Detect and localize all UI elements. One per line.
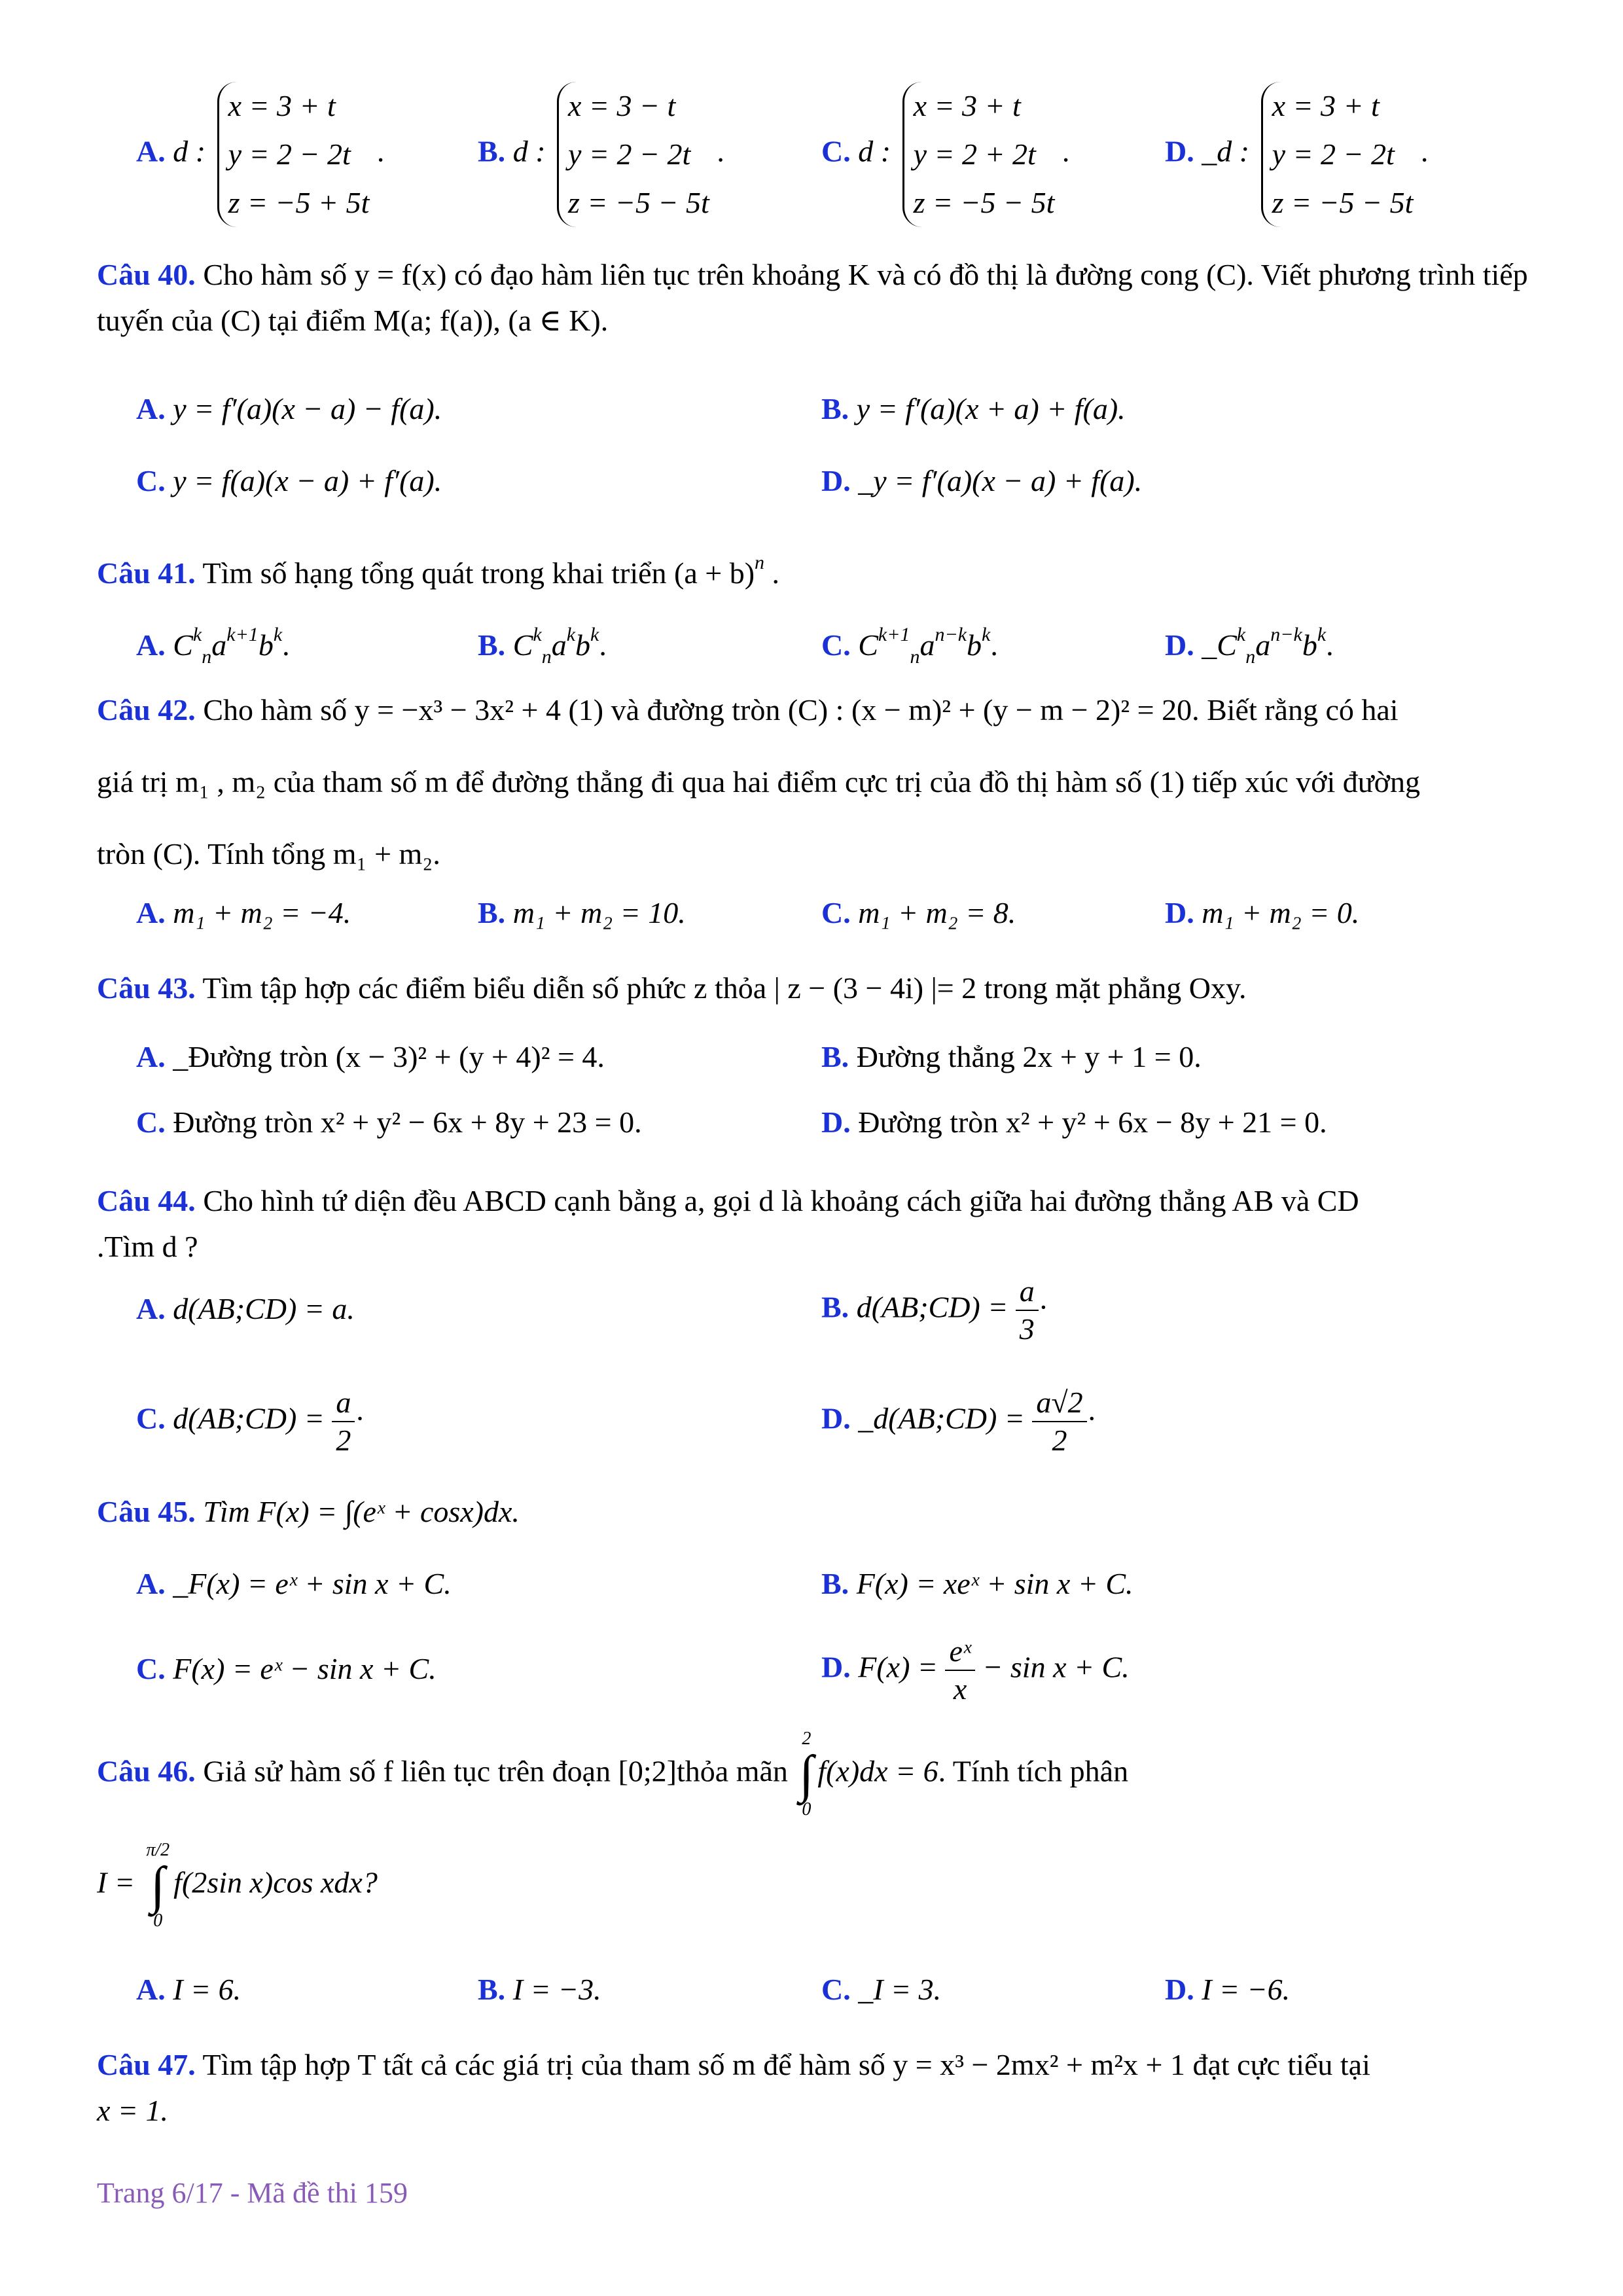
q46-option-d: D. I = −6. xyxy=(1165,1973,1291,2006)
equation-system: x = 3 − t y = 2 − 2t z = −5 − 5t xyxy=(557,82,709,227)
q44-option-b: B. d(AB;CD) = $\frac{a}{3}$ · xyxy=(821,1273,1048,1348)
q40-stem: Câu 40. Cho hàm số y = f(x) có đạo hàm liên tục trên khoảng K và có đồ thị là đường cong (C). Viết phương trình tiếp tuyến của (C) tại điểm M(a; f(a)), (a ∈ K). xyxy=(97,258,1528,337)
integral-sign: 2 ∫ 0 xyxy=(799,1729,814,1820)
q39-option-a: A. d : x = 3 + t y = 2 − 2t z = −5 + 5t . xyxy=(136,82,384,227)
q41-option-a: A. $C^k_na^{k+1}b^k$. xyxy=(136,624,290,668)
q41-option-b: B. $C^k_na^kb^k$. xyxy=(478,624,607,668)
q40-option-a: A. y = f′(a)(x − a) − f(a). xyxy=(136,392,442,425)
q45-option-c: C. F(x) = eˣ − sin x + C. xyxy=(136,1652,437,1685)
fraction: $\frac{a}{3}$ xyxy=(1016,1273,1039,1348)
q44-option-a: A. d(AB;CD) = a. xyxy=(136,1292,355,1325)
q46-option-b: B. I = −3. xyxy=(478,1973,601,2006)
q43-stem: Câu 43. Tìm tập hợp các điểm biểu diễn số phức z thỏa | z − (3 − 4i) |= 2 trong mặt phẳng Oxy. xyxy=(97,971,1247,1005)
q42-stem: Câu 42. Cho hàm số y = −x³ − 3x² + 4 (1) và đường tròn (C) : (x − m)² + (y − m − 2)² = 20. Biết rằng có hai giá trị m₁ , m₂ của tham số m để đường thẳng đi qua hai điểm cực trị của đồ thị hàm số (1) tiếp xúc với đường tròn (C). Tính tổng m₁ + m₂. xyxy=(97,693,1420,870)
page-footer: Trang 6/17 - Mã đề thi 159 xyxy=(97,2177,408,2209)
q39-option-b: B. d : x = 3 − t y = 2 − 2t z = −5 − 5t . xyxy=(478,82,724,227)
q43-option-b: B. Đường thẳng 2x + y + 1 = 0. xyxy=(821,1040,1202,1073)
q42-option-a: A. m₁ + m₂ = −4. xyxy=(136,896,351,929)
q41-option-d: D. $\_C^k_na^{n-k}b^k$. xyxy=(1165,624,1334,668)
integral-sign: π/2 ∫ 0 xyxy=(146,1840,170,1931)
q46-integral: I = π/2 ∫ 0 f(2sin x)cos xdx? xyxy=(97,1840,378,1931)
q45-option-a: A. _F(x) = eˣ + sin x + C. xyxy=(136,1567,452,1600)
q40-option-b: B. y = f′(a)(x + a) + f(a). xyxy=(821,392,1126,425)
q39-option-c: C. d : x = 3 + t y = 2 + 2t z = −5 − 5t . xyxy=(821,82,1069,227)
q39-option-d: D. _d : x = 3 + t y = 2 − 2t z = −5 − 5t . xyxy=(1165,82,1428,227)
equation-system: x = 3 + t y = 2 − 2t z = −5 + 5t xyxy=(217,82,370,227)
q43-option-d: D. Đường tròn x² + y² + 6x − 8y + 21 = 0. xyxy=(821,1105,1327,1139)
q46-option-a: A. I = 6. xyxy=(136,1973,241,2006)
equation-system: x = 3 + t y = 2 + 2t z = −5 − 5t xyxy=(902,82,1055,227)
q45-stem: Câu 45. Tìm F(x) = ∫(eˣ + cosx)dx. xyxy=(97,1495,520,1528)
q44-option-d: D. _d(AB;CD) = $\frac{a√2}{2}$ · xyxy=(821,1384,1097,1459)
q42-option-c: C. m₁ + m₂ = 8. xyxy=(821,896,1016,929)
q44-option-c: C. d(AB;CD) = $\frac{a}{2}$ · xyxy=(136,1384,365,1459)
q41-option-c: C. $C^{k+1}_na^{n-k}b^k$. xyxy=(821,624,998,668)
q40-option-d: D. _y = f′(a)(x − a) + f(a). xyxy=(821,464,1143,497)
q43-option-a: A. _Đường tròn (x − 3)² + (y + 4)² = 4. xyxy=(136,1040,605,1073)
equation-system: x = 3 + t y = 2 − 2t z = −5 − 5t xyxy=(1261,82,1414,227)
q44-stem: Câu 44. Cho hình tứ diện đều ABCD cạnh bằng a, gọi d là khoảng cách giữa hai đường thẳng AB và CD .Tìm d ? xyxy=(97,1184,1359,1263)
q40-option-c: C. y = f(a)(x − a) + f′(a). xyxy=(136,464,442,497)
q42-option-b: B. m₁ + m₂ = 10. xyxy=(478,896,686,929)
q47-stem: Câu 47. Tìm tập hợp T tất cả các giá trị của tham số m để hàm số y = x³ − 2mx² + m²x + 1 đạt cực tiểu tại x = 1. xyxy=(97,2048,1370,2127)
q43-option-c: C. Đường tròn x² + y² − 6x + 8y + 23 = 0. xyxy=(136,1105,642,1139)
q46-stem: Câu 46. Giả sử hàm số f liên tục trên đoạn [0;2]thỏa mãn 2 ∫ 0 f(x)dx = 6. Tính tích phân xyxy=(97,1729,1129,1820)
q45-option-d: D. F(x) = $\frac{\text{eˣ}}{x}$ − sin x + C. xyxy=(821,1633,1130,1708)
q46-option-c: C. _I = 3. xyxy=(821,1973,942,2006)
fraction: $\frac{a}{2}$ xyxy=(332,1384,355,1459)
fraction: $\frac{a√2}{2}$ xyxy=(1032,1384,1086,1459)
q45-option-b: B. F(x) = xeˣ + sin x + C. xyxy=(821,1567,1133,1600)
q41-stem: Câu 41. Tìm số hạng tổng quát trong khai triển $(a + b)^n$ . xyxy=(97,552,780,590)
q42-option-d: D. m₁ + m₂ = 0. xyxy=(1165,896,1360,929)
fraction: $\frac{\text{eˣ}}{x}$ xyxy=(945,1633,974,1708)
